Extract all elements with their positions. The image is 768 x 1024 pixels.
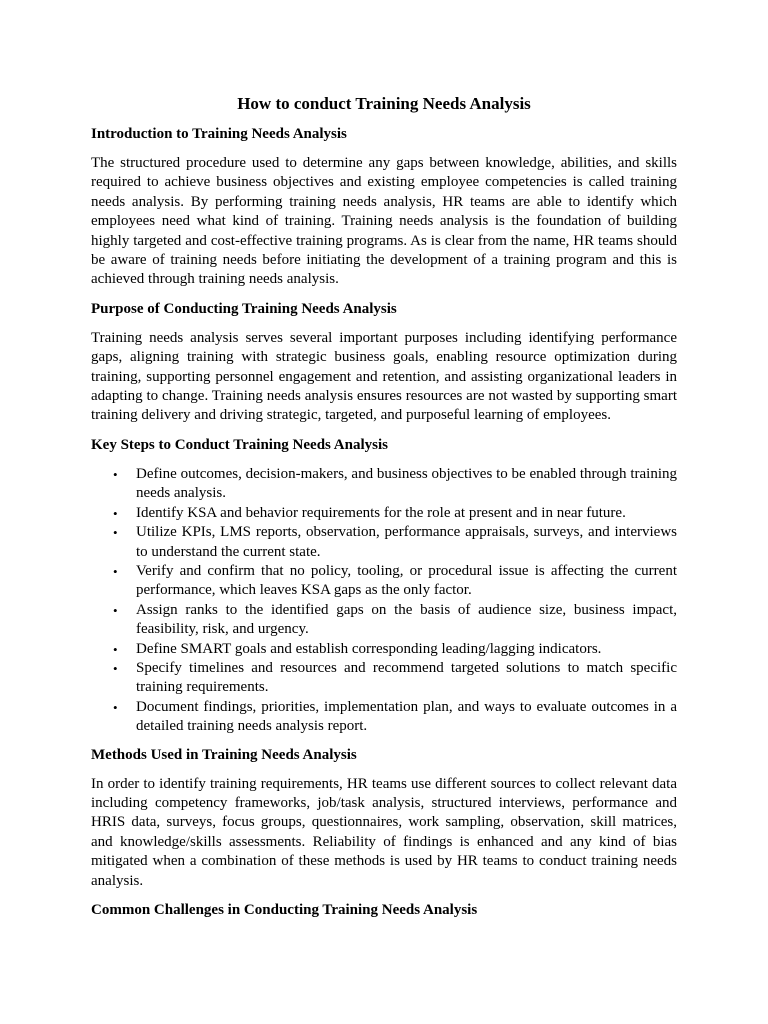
list-item [91, 523, 677, 562]
section-heading-methods: Methods Used in Training Needs Analysis [91, 746, 357, 763]
list-item-text: Specify timelines and resources and recommend targeted solutions to match specific training requirements. [136, 659, 677, 696]
section-heading-purpose: Purpose of Conducting Training Needs Analysis [91, 300, 397, 317]
list-item [91, 562, 677, 601]
document-page [91, 93, 677, 930]
list-item [91, 465, 677, 504]
list-item [91, 504, 677, 523]
section-heading-introduction: Introduction to Training Needs Analysis [91, 126, 347, 142]
bullet-icon: • [113, 563, 118, 579]
bullet-icon: • [113, 660, 118, 676]
list-item-text: Identify KSA and behavior requirements for the role at present and in near future. [136, 504, 626, 521]
list-item-text: Document findings, priorities, implementation plan, and ways to evaluate outcomes in a detailed training needs analysis report. [136, 698, 677, 735]
introduction-paragraph: The structured procedure used to determine any gaps between knowledge, abilities, and skills required to achieve business objectives and existing employee competencies is called training needs analysis. By performing training needs analysis, HR teams are able to identify which employees need what kind of training. Training needs analysis is the foundation of building highly targeted and cost-effective training programs. As is clear from the name, HR teams should be aware of training needs before initiating the development of a training program and this is achieved through training needs analysis. [91, 155, 677, 288]
document-title: How to conduct Training Needs Analysis [237, 94, 531, 113]
bullet-icon: • [113, 525, 118, 541]
methods-paragraph: In order to identify training requirements, HR teams use different sources to collect relevant data including competency frameworks, job/task analysis, structured interviews, performance and HRIS data, surveys, focus groups, questionnaires, work sampling, observation, skill matrices, and knowledge/skills assessments. Reliability of findings is enhanced and any kind of bias mitigated when a combination of these methods is used by HR teams to conduct training needs analysis. [91, 775, 677, 889]
list-item [91, 698, 677, 737]
list-item-text: Verify and confirm that no policy, tooling, or procedural issue is affecting the current performance, which leaves KSA gaps as the only factor. [136, 562, 677, 599]
list-item-text: Define outcomes, decision-makers, and business objectives to be enabled through training needs analysis. [136, 465, 677, 502]
list-item [91, 659, 677, 698]
section-heading-challenges: Common Challenges in Conducting Training Needs Analysis [91, 902, 478, 918]
list-item [91, 601, 677, 640]
list-item [91, 640, 677, 659]
list-item-text: Define SMART goals and establish corresponding leading/lagging indicators. [136, 640, 602, 657]
bullet-icon: • [113, 466, 118, 482]
purpose-paragraph: Training needs analysis serves several important purposes including identifying performance gaps, aligning training with strategic business goals, enabling resource optimization during training, supporting personnel engagement and retention, and assisting organizational leaders in adapting to change. Training needs analysis ensures resources are not wasted by supporting smart training delivery and driving strategic, targeted, and purposeful learning of employees. [91, 329, 677, 424]
list-item-text: Assign ranks to the identified gaps on the basis of audience size, business impact, feasibility, risk, and urgency. [136, 601, 677, 638]
bullet-icon: • [113, 699, 118, 715]
bullet-icon: • [113, 602, 118, 618]
key-steps-list [91, 465, 677, 737]
list-item-text: Utilize KPIs, LMS reports, observation, performance appraisals, surveys, and interviews to understand the current state. [136, 524, 677, 560]
bullet-icon: • [113, 505, 118, 521]
bullet-icon: • [113, 641, 118, 657]
section-heading-key-steps: Key Steps to Conduct Training Needs Analysis [91, 436, 388, 453]
